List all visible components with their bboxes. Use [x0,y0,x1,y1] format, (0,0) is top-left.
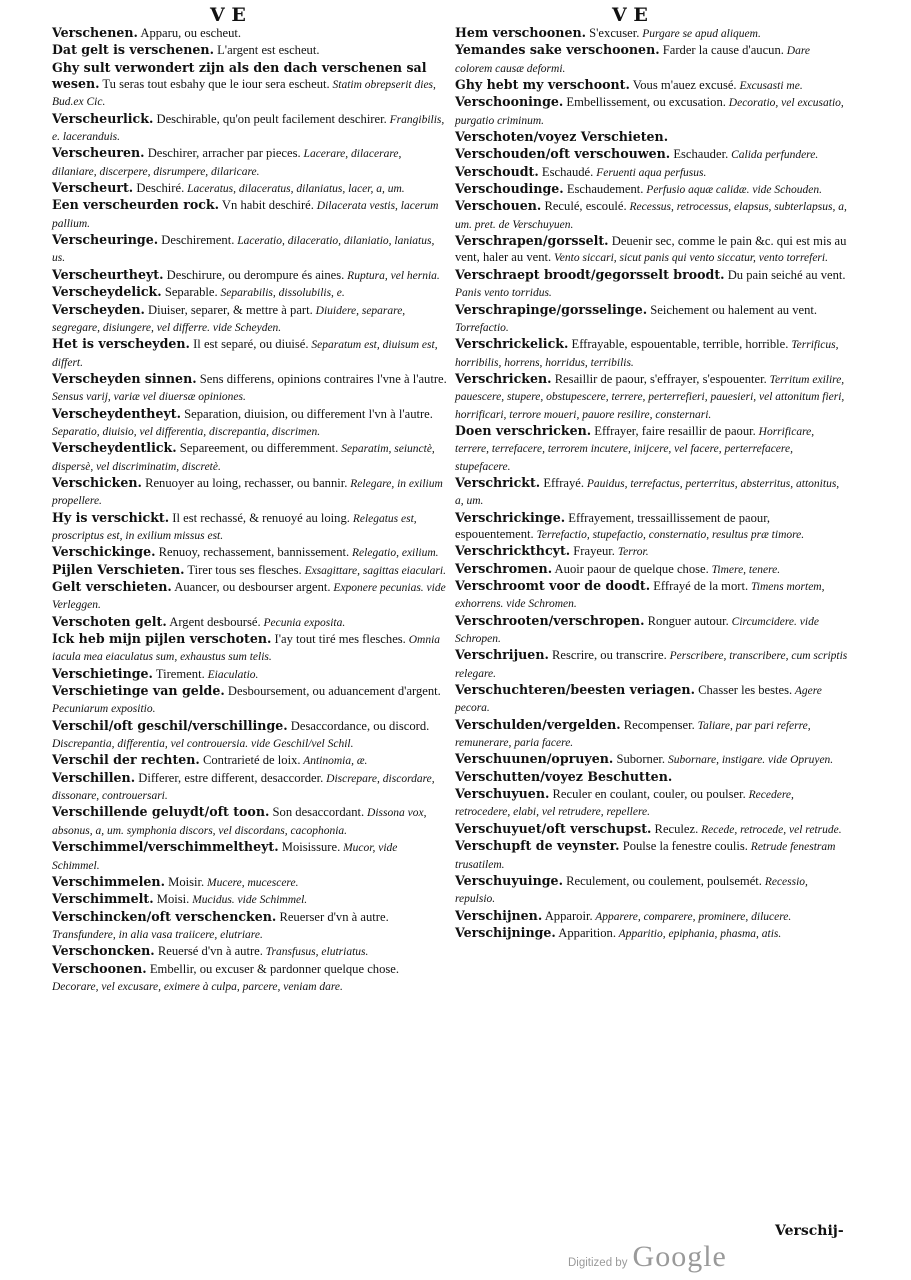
latin-gloss: Taliare, par pari referre, remunerare, paria facere. [455,719,811,750]
latin-gloss: Discrepare, discordare, dissonare, controuersari. [52,772,435,803]
latin-gloss: Exsagittare, sagittas eiaculari. [301,564,446,577]
headword: Ghy hebt my verschoont. [455,77,630,93]
headword: Verscheyden. [52,301,145,317]
headword: Verschraept broodt/gegorsselt broodt. [455,266,725,282]
latin-gloss: Terrefactio, stupefactio, consternatio, resultus præ timore. [533,528,805,541]
french-definition: Suborner. [613,752,666,767]
dictionary-entry [52,909,447,944]
french-definition: Resaillir de paour, s'effrayer, s'espouenter. [551,371,767,386]
dictionary-entry [455,129,850,146]
dictionary-entry [455,786,850,821]
french-definition: Moisissure. [278,840,341,855]
latin-gloss: Dare colorem causæ deformi. [455,45,811,75]
latin-gloss: Terrificus, horribilis, horrens, horridus, terribilis. [455,339,839,369]
dictionary-entry [52,475,447,510]
dictionary-entry [455,769,850,786]
latin-gloss: Pecuniarum expositio. [52,703,156,716]
latin-gloss: Laceratio, dilaceratio, dilaniatio, laniatus, us. [52,235,435,265]
headword: Verscheurlick. [52,110,154,126]
dictionary-entry [455,233,850,267]
latin-gloss: Vento siccari, sicut panis qui vento siccatur, vento torreferi. [551,252,828,265]
french-definition: Deschirement. [158,233,235,248]
french-definition: Renuoy, rechassement, bannissement. [155,545,350,560]
dictionary-entry [455,751,850,768]
latin-gloss: Relegatus est, proscriptus est, in exilium missus est. [52,512,417,542]
french-definition: Effrayé. [540,475,585,490]
digitized-watermark [568,1240,727,1274]
latin-gloss: Dissona vox, absonus, a, um. symphonia discors, vel discordans, cacophonia. [52,807,427,837]
french-definition: Auoir paour de quelque chose. [552,561,709,576]
headword: Verschrijuen. [455,647,549,663]
headword: Verschuyuinge. [455,872,563,888]
headword: Verschenen. [52,25,138,40]
french-definition: I'ay tout tiré mes flesches. [271,632,406,647]
dictionary-entry [455,717,850,752]
dictionary-entry [52,804,447,839]
headword: Verschoonen. [52,960,147,976]
french-definition: Du pain seiché au vent. [724,267,846,282]
french-definition: Differer, estre different, desaccorder. [135,770,324,785]
french-definition: Tu seras tout esbahy que le iour sera escheut. [99,77,330,92]
headword: Verschooninge. [455,94,564,110]
dictionary-entry [52,371,447,406]
french-definition: Eschauder. [670,147,729,162]
french-definition: Chasser les bestes. [694,683,793,698]
headword: Ghy sult verwondert zijn als den dach verschenen sal wesen. [52,59,427,92]
french-definition: Moisir. [164,874,205,889]
catchword: Verschij- [775,1223,844,1239]
french-definition: Farder la cause d'aucun. [659,43,784,58]
dictionary-entry [52,943,447,960]
dictionary-entry [455,561,850,578]
latin-gloss: Antinomia, æ. [300,755,368,768]
french-definition: Recompenser. [620,717,695,732]
dictionary-entry [455,302,850,337]
dictionary-entry [52,683,447,718]
french-definition: Embellir, ou excuser & pardonner quelque chose. [146,961,400,976]
headword: Verschuyuet/oft verschupst. [455,820,652,836]
dictionary-entry [52,752,447,769]
dictionary-entry [455,267,850,302]
dictionary-entry [455,94,850,129]
latin-gloss: Agere pecora. [455,685,822,715]
headword: Verscheydelick. [52,284,162,300]
french-definition: Rescrire, ou transcrire. [548,648,667,663]
latin-gloss: Perfusio aquæ calidæ. vide Schouden. [643,184,822,197]
headword: Verschrapen/gorsselt. [455,233,609,249]
dictionary-entry [455,578,850,613]
latin-gloss: Apparitio, epiphania, phasma, atis. [616,927,782,940]
latin-gloss: Separatio, diuisio, vel differentia, discrepantia, discrimen. [52,425,321,438]
page-header [0,4,911,26]
french-definition: Apparoir. [542,908,593,923]
french-definition: Deschirer, arracher par pieces. [144,146,301,161]
latin-gloss: Retrude fenestram trusatilem. [455,841,836,871]
headword: Verschoten gelt. [52,613,167,629]
latin-gloss: Territum exilire, pauescere, stupere, obstupescere, terrere, perterrefieri, pauesieri, vel attonitum fieri, horrificari, terrore moueri, pauore resilire, consternari. [455,373,845,421]
headword: Verschietinge van gelde. [52,683,225,699]
headword: Verschickinge. [52,544,156,560]
headword: Ick heb mijn pijlen verschoten. [52,631,272,647]
french-definition: Desaccordance, ou discord. [287,718,430,733]
latin-gloss: Mucidus. vide Schimmel. [189,894,308,907]
french-definition: Apparu, ou escheut. [137,26,242,40]
latin-gloss: Circumcidere. vide Schropen. [455,615,819,646]
french-definition: Separable. [161,285,218,300]
dictionary-entry [52,891,447,908]
french-definition: Tirement. [152,666,205,681]
french-definition: Son desaccordant. [269,805,365,820]
headword: Verschijnen. [455,907,543,923]
headword: Verschillende geluydt/oft toon. [52,804,270,820]
latin-gloss: Panis vento torridus. [455,287,552,300]
latin-gloss: Perscribere, transcribere, cum scriptis relegare. [455,650,848,680]
french-definition: Deschirure, ou derompure és aines. [163,267,345,282]
dictionary-entry [52,60,447,111]
latin-gloss: Decorare, vel excusare, eximere à culpa, parcere, veniam dare. [52,980,343,993]
french-definition: Vous m'auez excusé. [629,78,737,93]
french-definition: Renuoyer au loing, rechasser, ou bannir. [141,475,348,490]
headword: Verschrapinge/gorsselinge. [455,301,648,317]
dictionary-entry [455,925,850,942]
dictionary-entry [455,25,850,42]
french-definition: Seichement ou halement au vent. [647,302,818,317]
dictionary-entry [52,232,447,267]
left-column [52,25,447,995]
french-definition: Reculé, escoulé. [541,199,627,214]
french-definition: Effrayement, tressaillissement de paour, espouentement. [455,510,771,541]
french-definition: Reculement, ou coulement, poulsemét. [562,873,762,888]
dictionary-entry [455,821,850,838]
dictionary-entry [52,874,447,891]
french-definition: Argent desboursé. [166,614,261,629]
headword: Gelt verschieten. [52,579,172,594]
latin-gloss: Subornare, instigare. vide Opruyen. [665,754,834,767]
dictionary-entry [52,961,447,996]
header-right-signature: V E [612,4,648,26]
latin-gloss: Terror. [614,546,649,559]
latin-gloss: Decoratio, vel excusatio, purgatio criminum. [455,97,844,127]
headword: Verscheuringe. [52,232,159,248]
headword: Verschil/oft geschil/verschillinge. [52,717,288,733]
french-definition: Apparition. [555,925,616,940]
french-definition: Effrayable, espouentable, terrible, horrible. [568,337,789,352]
latin-gloss: Separatim, seiunctè, dispersè, vel discriminatim, discretè. [52,443,435,473]
headword: Verschricken. [455,370,552,386]
headword: Verschuunen/opruyen. [455,751,614,767]
french-definition: Deschirable, qu'on peult facilement deschirer. [153,111,387,126]
dictionary-entry [52,770,447,805]
dictionary-entry [455,873,850,908]
headword: Verscheydentheyt. [52,405,181,421]
dictionary-entry [52,336,447,371]
google-logo: Google [632,1240,727,1273]
dictionary-entry [455,146,850,163]
headword: Verscheuren. [52,145,145,161]
dictionary-entry [455,510,850,544]
headword: Verschuchteren/beesten veriagen. [455,682,695,698]
headword: Verschutten/voyez Beschutten. [455,768,673,784]
latin-gloss: Relegare, in exilium propellere. [52,477,443,508]
latin-gloss: Calida perfundere. [728,149,819,162]
french-definition: Il est rechassé, & renuoyé au loing. [169,510,350,525]
headword: Verschillen. [52,769,136,785]
latin-gloss: Ruptura, vel hernia. [344,269,440,282]
latin-gloss: Transfundere, in alia vasa traiicere, elutriare. [52,928,263,941]
dictionary-entry [455,181,850,198]
latin-gloss: Separabilis, dissolubilis, e. [217,287,345,300]
latin-gloss: Purgare se apud aliquem. [639,28,761,40]
latin-gloss: Mucere, mucescere. [204,876,299,889]
french-definition: Separeement, ou differemment. [176,441,339,456]
french-definition: Contrarieté de loix. [199,753,301,768]
french-definition: Reculer en coulant, couler, ou poulser. [549,787,746,802]
latin-gloss: Lacerare, dilacerare, dilaniare, discerpere, disrumpere, dilaricare. [52,148,402,178]
latin-gloss: Discrepantia, differentia, vel controuersia. vide Geschil/vel Schil. [52,738,354,751]
headword: Verschimmel/verschimmeltheyt. [52,839,279,855]
headword: Verschijninge. [455,924,556,940]
french-definition: Reculez. [651,821,699,836]
headword: Verschicken. [52,474,142,490]
latin-gloss: Dilacerata vestis, lacerum pallium. [52,200,439,230]
french-definition: Poulse la fenestre coulis. [619,839,748,854]
latin-gloss: Omnia iacula mea eiaculatus sum, exhaustus sum telis. [52,634,441,664]
dictionary-entry [52,25,447,42]
dictionary-entry [52,631,447,666]
dictionary-entry [455,647,850,682]
french-definition: L'argent est escheut. [213,43,320,58]
headword: Verschietinge. [52,665,153,681]
french-definition: S'excuser. [586,26,640,40]
headword: Verschroomt voor de doodt. [455,578,651,593]
dictionary-entry [52,267,447,284]
dictionary-entry [455,164,850,181]
dictionary-entry [52,839,447,874]
dictionary-entry [52,440,447,475]
dictionary-entry [52,562,447,579]
headword: Verschrickelick. [455,336,569,352]
latin-gloss: Transfusus, elutriatus. [262,946,369,959]
french-definition: Vn habit deschiré. [219,198,314,213]
dictionary-entry [455,613,850,648]
french-definition: Reuersé d'vn à autre. [154,944,263,959]
dictionary-entry [52,145,447,180]
latin-gloss: Timere, tenere. [708,563,781,576]
headword: Verschil der rechten. [52,752,200,768]
french-definition: Eschaudé. [538,164,594,179]
dictionary-entry [52,180,447,197]
headword: Pijlen Verschieten. [52,561,185,577]
dictionary-entry [52,111,447,146]
header-left-signature: V E [210,4,246,26]
dictionary-entry [52,197,447,232]
latin-gloss: Laceratus, dilaceratus, dilaniatus, lacer, a, um. [184,183,405,196]
headword: Een verscheurden rock. [52,197,220,213]
headword: Verschoudt. [455,163,539,179]
latin-gloss: Pecunia exposita. [260,616,346,629]
latin-gloss: Relegatio, exilium. [349,547,439,560]
headword: Verschrickthcyt. [455,543,571,559]
dictionary-entry [52,42,447,59]
dictionary-entry [52,510,447,545]
dictionary-entry [52,284,447,301]
headword: Hem verschoonen. [455,25,587,40]
dictionary-entry [52,718,447,753]
french-definition: Separation, diuision, ou differement l'vn à l'autre. [181,406,433,421]
dictionary-entry [455,42,850,77]
dictionary-entry [455,543,850,560]
headword: Doen verschricken. [455,422,592,438]
headword: Verscheyden sinnen. [52,370,197,386]
dictionary-entry [455,423,850,475]
headword: Verschromen. [455,560,553,576]
latin-gloss: Timens mortem, exhorrens. vide Schromen. [455,581,825,611]
headword: Verschimmelt. [52,891,154,907]
headword: Het is verscheyden. [52,336,190,352]
latin-gloss: Torrefactio. [455,321,509,334]
dictionary-entry [455,336,850,371]
french-definition: Desboursement, ou aduancement d'argent. [224,684,441,699]
french-definition: Auancer, ou desbourser argent. [171,580,331,594]
latin-gloss: Pauidus, terrefactus, perterritus, absterritus, attonitus, a, um. [455,477,840,508]
dictionary-entry [52,302,447,337]
latin-gloss: Frangibilis, e. laceranduis. [52,113,445,144]
headword: Verschouen. [455,198,542,214]
headword: Verschulden/vergelden. [455,716,621,732]
french-definition: Diuiser, separer, & mettre à part. [144,302,313,317]
french-definition: Sens differens, opinions contraires l'vne à l'autre. [196,371,447,386]
dictionary-entry [455,838,850,873]
headword: Verschouden/oft verschouwen. [455,146,671,162]
headword: Verschrickinge. [455,509,566,525]
french-definition: Moisi. [153,892,190,907]
headword: Verschoten/voyez Verschieten. [455,129,669,145]
latin-gloss: Separatum est, diuisum est, differt. [52,339,438,369]
french-definition: Deuenir sec, comme le pain &c. qui est mis au vent, haler au vent. [455,234,847,265]
french-definition: Il est separé, ou diuisé. [189,337,309,352]
headword: Verschoncken. [52,943,155,959]
french-definition: Ronguer autour. [644,613,729,628]
latin-gloss: Exponere pecunias. vide Verleggen. [52,582,446,612]
headword: Dat gelt is verschenen. [52,42,214,58]
latin-gloss: Sensus varij, variæ vel diuersæ opiniones. [52,391,246,404]
digitized-by-label: Digitized by [568,1257,628,1269]
headword: Verscheydentlick. [52,440,177,456]
dictionary-entry [455,682,850,717]
dictionary-entry [52,614,447,631]
latin-gloss: Horrificare, terrere, terrefacere, terrorem incutere, inijcere, vel facere, perterrefacere, stupefacere. [455,425,815,473]
dictionary-entry [52,666,447,683]
headword: Hy is verschickt. [52,509,170,525]
right-column [455,25,850,942]
headword: Verschrooten/verschropen. [455,612,645,628]
french-definition: Frayeur. [570,544,615,559]
french-definition: Eschaudement. [563,182,644,197]
dictionary-entry [52,406,447,441]
headword: Yemandes sake verschoonen. [455,42,660,58]
dictionary-entry [455,198,850,233]
french-definition: Tirer tous ses flesches. [184,562,302,577]
headword: Verscheurt. [52,180,134,196]
dictionary-entry [455,371,850,423]
dictionary-entry [455,77,850,94]
french-definition: Deschiré. [133,181,185,196]
headword: Verschuyuen. [455,786,550,802]
latin-gloss: Diuidere, separare, segregare, disiungere, vel differre. vide Scheyden. [52,304,406,334]
headword: Verschoudinge. [455,181,564,197]
latin-gloss: Recede, retrocede, vel retrude. [698,823,842,836]
latin-gloss: Statim obrepserit dies, Bud.ex Cic. [52,79,436,109]
french-definition: Effrayé de la mort. [650,579,749,593]
dictionary-entry [52,544,447,561]
french-definition: Embellissement, ou excusation. [563,95,726,110]
french-definition: Reuerser d'vn à autre. [276,909,389,924]
headword: Verschrickt. [455,474,541,490]
dictionary-entry [455,908,850,925]
headword: Verschimmelen. [52,873,165,889]
dictionary-entry [52,579,447,614]
latin-gloss: Excusasti me. [736,80,803,93]
headword: Verschupft de veynster. [455,838,620,854]
french-definition: Effrayer, faire resaillir de paour. [591,423,756,438]
latin-gloss: Recedere, retrocedere, elabi, vel retrudere, repellere. [455,789,794,819]
latin-gloss: Recessus, retrocessus, elapsus, subterlapsus, a, um. pret. de Verschuyuen. [455,201,847,231]
dictionary-entry [455,475,850,510]
latin-gloss: Feruenti aqua perfusus. [593,166,707,179]
latin-gloss: Recessio, repulsio. [455,875,808,906]
headword: Verschincken/oft verschencken. [52,908,277,924]
headword: Verscheurtheyt. [52,266,164,282]
latin-gloss: Mucor, vide Schimmel. [52,842,398,872]
latin-gloss: Eiaculatio. [204,668,259,681]
latin-gloss: Apparere, comparere, prominere, dilucere. [592,910,792,923]
